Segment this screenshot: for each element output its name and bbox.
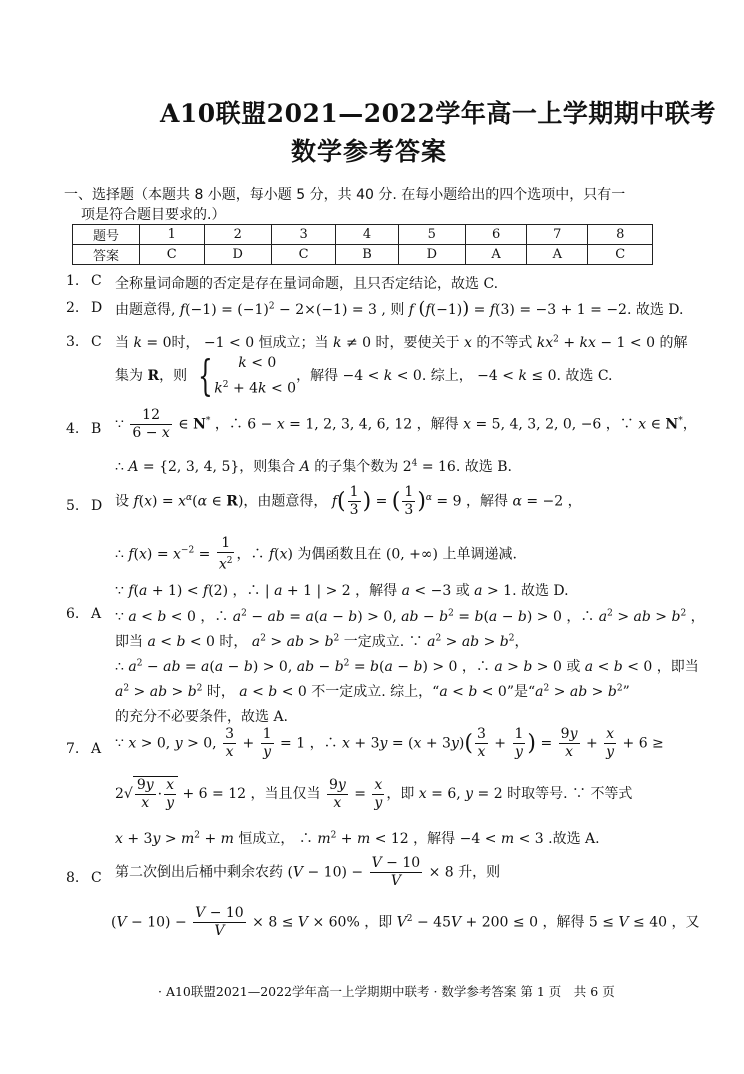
question-answer: A [91,741,102,757]
page-subtitle: 数学参考答案 [291,137,448,166]
solution-text: $x + 3y > m^2 + m$ 恒成立， ∴ $m^2 + m < 12$ ，解得 −4 < m < 3 .故选 A. [115,830,600,847]
table-cell: A [466,245,527,265]
table-cell: 5 [398,225,465,245]
question-number: 7. [66,741,80,757]
answer-table [72,224,653,265]
question-number: 6. [66,606,80,622]
brace-symbol: { [197,350,213,400]
solution-text: (V − 10) − $\frac{V - 10}{V}$ × 8 ≤ V × 60% ，即 $V^2 - 45V + 200 \le 0$ ，解得 5 ≤ V ≤ 40 ，又 [111,905,700,939]
solution-text: 设 $f(x) = x^\alpha(\alpha$ ∈ R)，由题意得， f( $\frac{1}{3}$ ) = ( $\frac{1}{3}$ )$^\alpha$ = 9 ，解得 α = −2 ， [115,484,582,518]
solution-text: ∵ x > 0, y > 0, $\frac{3}{x}$ + $\frac{1}{y}$ = 1 ，∴ x + 3y = (x + 3y)( $\frac{3}{x}$ + $\frac{1}{y}$ ) = $\frac{9y}{x}$ + $\frac{x}{y}$ + 6 ≥ [115,726,664,760]
solution-text: 2√ $\frac{9y}{x}$ · $\frac{x}{y}$ + 6 = 12 ，当且仅当 $\frac{9y}{x}$ = $\frac{x}{y}$ ，即 x = 6, y = 2 时取等号. ∵ 不等式 [115,776,633,811]
table-cell: 8 [588,225,653,245]
table-cell: 1 [140,225,205,245]
solution-text: ∵ f(a + 1) < f(2) ，∴ | a + 1 | > 2 ，解得 a < −3 或 a > 1. 故选 D. [115,583,569,599]
question-answer: C [91,870,102,886]
table-header-cell: 题号 [73,225,140,245]
table-cell: 2 [204,225,271,245]
solution-text: ∵ $\frac{12}{6 - x}$ ∈ N* ，∴ 6 − x = 1, 2, 3, 4, 6, 12 ，解得 x = 5, 4, 3, 2, 0, −6 ，∵ x ∈ N*， [115,407,697,441]
question-answer: B [91,421,102,437]
solution-text: 即当 a < b < 0 时， $a^2$ > ab > $b^2$ 一定成立. ∵ $a^2$ > ab > $b^2$， [115,633,529,650]
table-cell: D [398,245,465,265]
page-footer: · A10联盟2021—2022学年高一上学期期中联考 · 数学参考答案 第 1 页 共 6 页 [158,984,615,999]
solution-text: $a^2$ > ab > $b^2$ 时， a < b < 0 不一定成立. 综上，“a < b < 0”是“$a^2$ > ab > $b^2$” [115,683,630,700]
solution-text: 全称量词命题的否定是存在量词命题，且只否定结论，故选 C. [115,276,499,292]
table-cell: C [588,245,653,265]
table-cell: 6 [466,225,527,245]
question-answer: C [91,334,102,350]
question-answer: D [91,498,103,514]
table-header-cell: 答案 [73,245,140,265]
question-number: 4. [66,421,80,437]
solution-text: ∵ a < b < 0 ，∴ $a^2$ − ab = a(a − b) > 0, ab − $b^2 = b(a - b) > 0$ ，∴ $a^2$ > ab > $b^2$ ， [115,608,705,625]
solution-text: 的充分不必要条件，故选 A. [115,709,289,725]
section-heading [64,185,684,225]
table-cell: 4 [336,225,398,245]
solution-text: 第二次倒出后桶中剩余农药 (V − 10) − $\frac{V - 10}{V}$ × 8 升，则 [115,855,501,889]
question-answer: D [91,300,103,316]
solution-text: ∴ $a^2$ − ab = a(a − b) > 0, ab − $b^2 = b(a - b) > 0$ ，∴ a > b > 0 或 a < b < 0 ，即当 [115,658,699,675]
table-cell: 3 [271,225,336,245]
solution-text: ∴ A = {2, 3, 4, 5}，则集合 A 的子集个数为 $2^4 = 16$. 故选 B. [115,458,512,475]
table-cell: C [140,245,205,265]
table-row-answers [73,245,653,265]
solution-text: ∴ $f(x) = x^{-2}$ = $\frac{1}{x^2}$ ，∴ f(x) 为偶函数且在 (0, +∞) 上单调递减. [115,535,517,573]
table-cell: D [204,245,271,265]
solution-text: 当 k = 0时， −1 < 0 恒成立；当 k ≠ 0 时，要使关于 x 的不等式 $kx^2$ + kx − 1 < 0 的解 [115,334,688,351]
page-title: A10联盟2021—2022学年高一上学期期中联考 [160,99,716,128]
question-number: 8. [66,870,80,886]
solution-text: 由题意得, $f(-1) = (-1)^2 - 2\times(-1) = 3$ , 则 f (f(−1)) = f(3) = −3 + 1 = −2. 故选 D. [115,298,684,319]
table-cell: B [336,245,398,265]
table-cell: A [527,245,588,265]
section-heading-line2: 项是符合题目要求的.） [81,207,226,223]
solution-text: 集为 R，则 { k < 0 $k^2 + 4k < 0$ ，解得 −4 < k < 0. 综上， −4 < k ≤ 0. 故选 C. [115,350,613,400]
question-number: 2. [66,300,80,316]
question-number: 5. [66,498,80,514]
table-cell: 7 [527,225,588,245]
question-answer: A [91,606,102,622]
question-answer: C [91,273,102,289]
question-number: 1. [66,273,80,289]
table-row-questions [73,225,653,245]
table-cell: C [271,245,336,265]
section-heading-line1: 一、选择题（本题共 8 小题，每小题 5 分，共 40 分. 在每小题给出的四个选项中，只有一 [64,187,626,203]
question-number: 3. [66,334,80,350]
